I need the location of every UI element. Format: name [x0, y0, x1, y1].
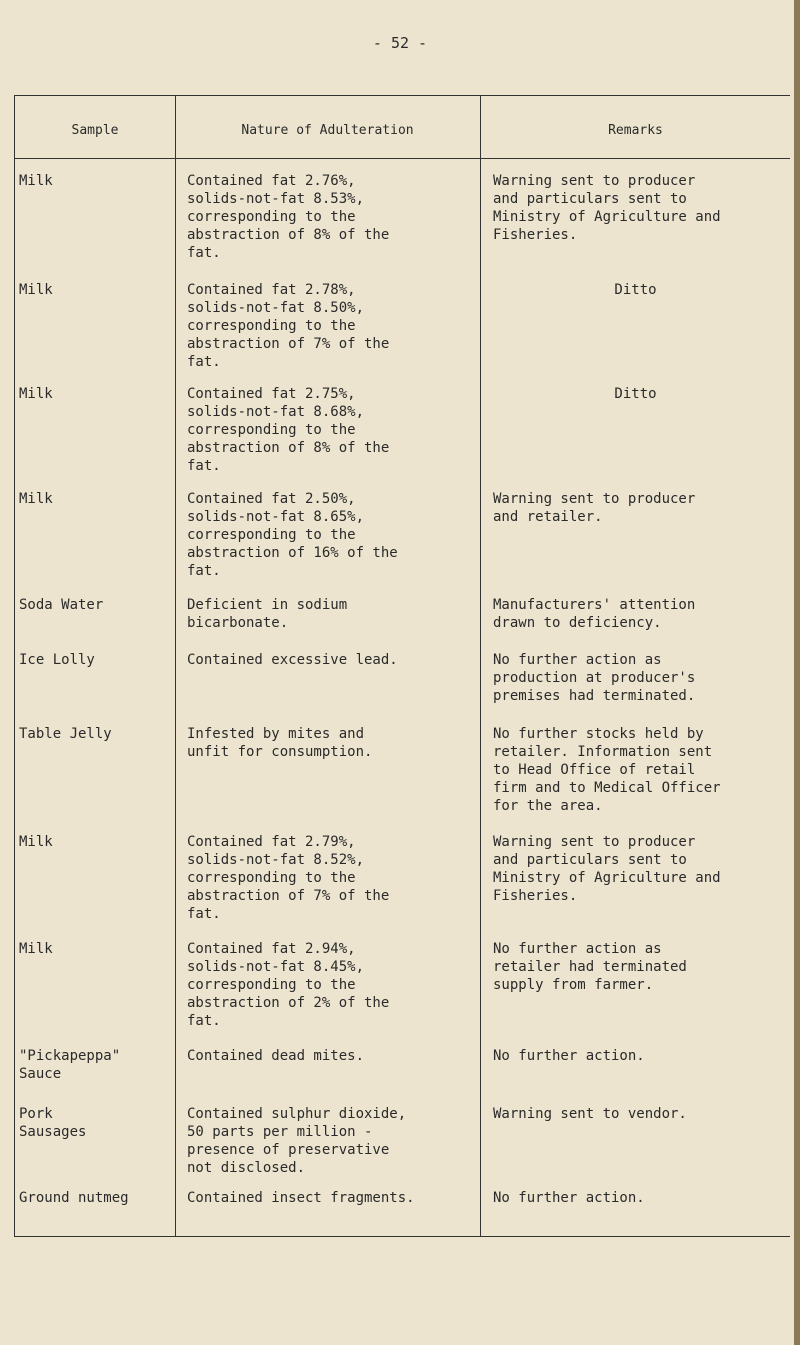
remarks-cell: No further action as production at producer's premises had terminated. [493, 652, 696, 704]
nature-cell: Deficient in sodium bicarbonate. [187, 597, 348, 631]
sample-cell: Milk [19, 941, 53, 957]
remarks-cell: Manufacturers' attention drawn to deficiency. [493, 597, 696, 631]
sample-cell: Table Jelly [19, 726, 112, 742]
remarks-cell: No further action as retailer had terminated supply from farmer. [493, 941, 687, 993]
sample-cell: Milk [19, 173, 53, 189]
nature-cell: Contained fat 2.94%, solids-not-fat 8.45%, corresponding to the abstraction of 2% of the fat. [187, 941, 390, 1029]
sample-cell: "Pickapeppa" Sauce [19, 1048, 121, 1082]
remarks-cell: No further action. [493, 1048, 645, 1064]
remarks-cell: No further stocks held by retailer. Information sent to Head Office of retail firm and to Medical Officer for the area. [493, 726, 721, 814]
column-divider [480, 96, 481, 1236]
page-number: - 52 - [372, 34, 428, 52]
nature-cell: Infested by mites and unfit for consumption. [187, 726, 373, 760]
remarks-cell: No further action. [493, 1190, 645, 1206]
nature-cell: Contained fat 2.76%, solids-not-fat 8.53%, corresponding to the abstraction of 8% of the fat. [187, 173, 390, 261]
nature-cell: Contained excessive lead. [187, 652, 398, 668]
sample-cell: Pork Sausages [19, 1106, 87, 1140]
sample-cell: Ground nutmeg [19, 1190, 129, 1206]
sample-cell: Milk [19, 282, 53, 298]
nature-cell: Contained sulphur dioxide, 50 parts per million - presence of preservative not disclosed. [187, 1106, 407, 1176]
header-remarks: Remarks [608, 123, 663, 138]
header-nature: Nature of Adulteration [241, 123, 414, 138]
adulteration-table [14, 95, 790, 1237]
remarks-cell: Warning sent to producer and retailer. [493, 491, 696, 525]
nature-cell: Contained fat 2.78%, solids-not-fat 8.50%, corresponding to the abstraction of 7% of the fat. [187, 282, 390, 370]
nature-cell: Contained fat 2.50%, solids-not-fat 8.65%, corresponding to the abstraction of 16% of the fat. [187, 491, 398, 579]
sample-cell: Milk [19, 834, 53, 850]
column-divider [175, 96, 176, 1236]
remarks-cell: Ditto [614, 386, 657, 402]
sample-cell: Milk [19, 386, 53, 402]
remarks-cell: Warning sent to producer and particulars sent to Ministry of Agriculture and Fisheries. [493, 834, 721, 904]
remarks-cell: Warning sent to producer and particulars sent to Ministry of Agriculture and Fisheries. [493, 173, 721, 243]
nature-cell: Contained fat 2.75%, solids-not-fat 8.68%, corresponding to the abstraction of 8% of the fat. [187, 386, 390, 474]
header-sample: Sample [71, 123, 119, 138]
remarks-cell: Warning sent to vendor. [493, 1106, 687, 1122]
sample-cell: Milk [19, 491, 53, 507]
nature-cell: Contained dead mites. [187, 1048, 365, 1064]
page-edge [794, 0, 800, 1345]
sample-cell: Ice Lolly [19, 652, 95, 668]
remarks-cell: Ditto [614, 282, 657, 298]
header-divider [15, 158, 790, 159]
nature-cell: Contained insect fragments. [187, 1190, 415, 1206]
nature-cell: Contained fat 2.79%, solids-not-fat 8.52%, corresponding to the abstraction of 7% of the fat. [187, 834, 390, 922]
sample-cell: Soda Water [19, 597, 104, 613]
